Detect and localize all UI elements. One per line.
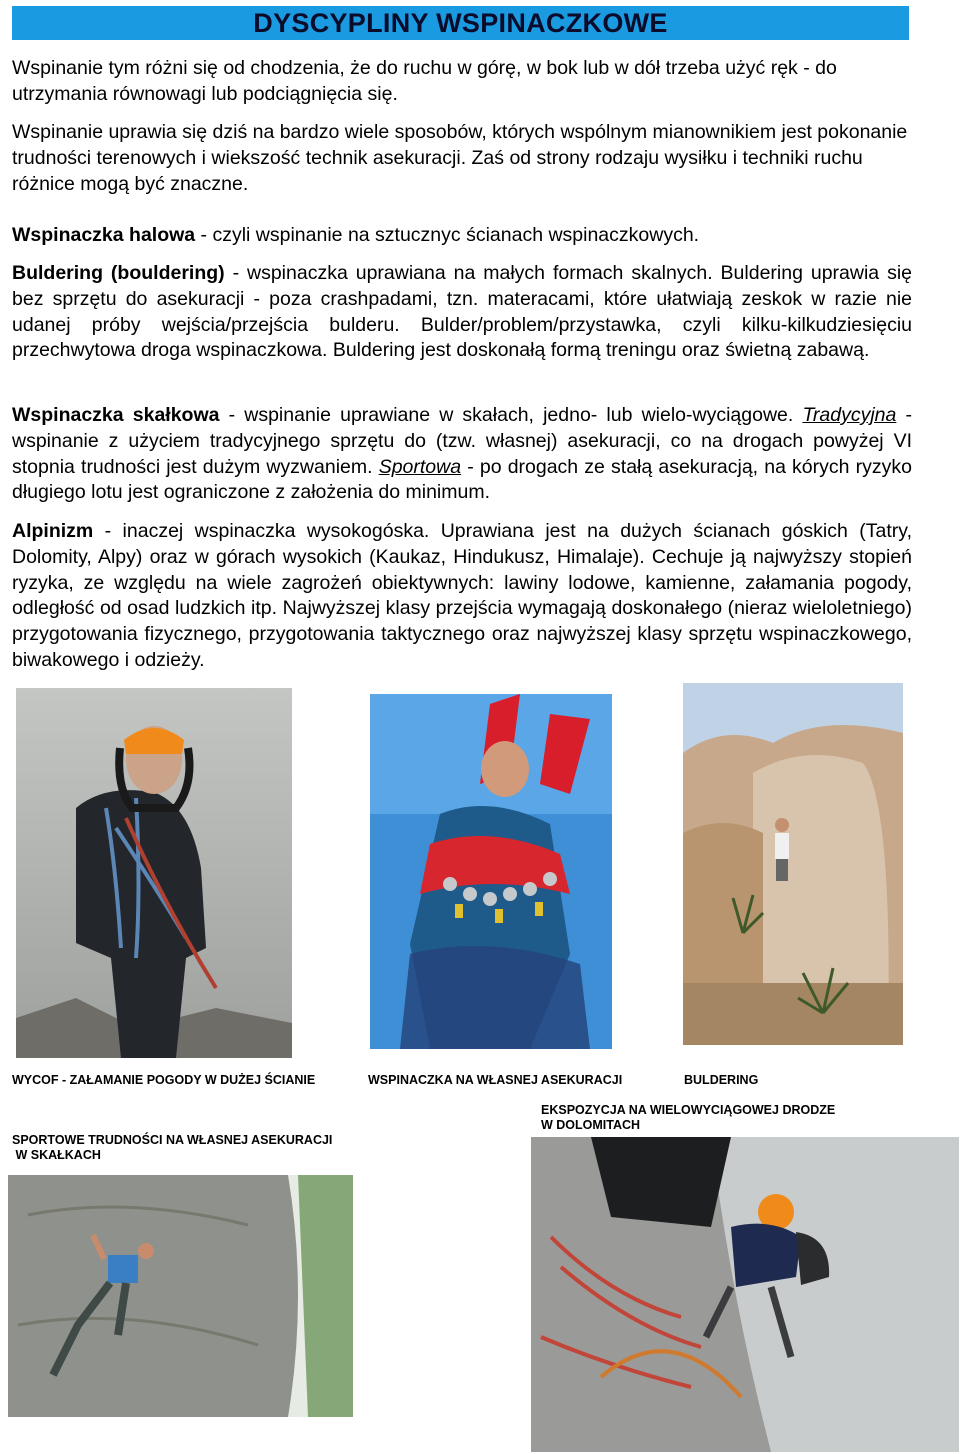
caption-wycof: WYCOF - ZAŁAMANIE POGODY W DUŻEJ ŚCIANIE [12,1073,316,1087]
caption-sportowe: SPORTOWE TRUDNOŚCI NA WŁASNEJ ASEKURACJI W SKAŁKACH [12,1133,333,1162]
photo-sportowe [8,1175,353,1417]
text-alpinizm: - inaczej wspinaczka wysokogóska. Uprawiana jest na dużych ścianach góskich (Tatry, Dolomity, Alpy) oraz w górach wysokich (Kaukaz, Hindukusz, Himalaje). Cechuje ją najwyższy stopień ryzyka, ze względu na wiele zagrożeń obiektywnych: lawiny lodowe, kamienne, załamania pogody, odległość od osad ludzkich itp. Najwyższej klasy przejścia wymagają doskonałego (nieraz wieloletniego) przygotowania fizycznego, przygotowania taktycznego oraz najwyższej klasy sprzętu wspinaczkowego, biwakowego i odzieży. [12,520,912,671]
caption-ekspozycja: EKSPOZYCJA NA WIELOWYCIĄGOWEJ DRODZE W DOLOMITACH [541,1103,836,1132]
section-halowa [12,223,912,249]
term-buldering: Buldering (bouldering) [12,262,225,284]
title-bar [12,6,909,40]
term-alpinizm: Alpinizm [12,520,94,542]
caption-buldering: BULDERING [684,1073,759,1087]
text-halowa: - czyli wspinanie na sztucznyc ścianach wspinaczkowych. [195,224,700,246]
term-skalkowa: Wspinaczka skałkowa [12,404,220,426]
intro-paragraph-1: Wspinanie tym różni się od chodzenia, że do ruchu w górę, w bok lub w dół trzeba użyć ręk - do utrzymania równowagi lub podciągnięcia się. [12,57,837,105]
photo-wlasna-asekuracja [370,694,612,1049]
intro-paragraph-2: Wspinanie uprawia się dziś na bardzo wiele sposobów, których wspólnym mianownikiem jest pokonanie trudności terenowych i wiekszość technik asekuracji. Zaś od strony rodzaju wysiłku i techniki ruchu różnice mogą być znaczne. [12,121,908,195]
section-alpinizm [12,519,912,674]
photo-ekspozycja [531,1137,959,1452]
photo-wycof [16,688,292,1058]
caption-wlasna-asekuracja: WSPINACZKA NA WŁASNEJ ASEKURACJI [368,1073,623,1087]
page-title: DYSCYPLINY WSPINACZKOWE [253,8,668,38]
term-tradycyjna: Tradycyjna [802,404,897,426]
term-halowa: Wspinaczka halowa [12,224,196,246]
section-skalkowa: Wspinaczka skałkowa - wspinanie uprawiane w skałach, jedno- lub wielo-wyciągowe. Tradycyjna - wspinanie z użyciem tradycyjnego sprzętu do (tzw. własnej) asekuracji, co na drogach powyżej VI stopnia trudności jest dużym wyzwaniem. Sportowa - po drogach ze stałą asekuracją, na kórych ryzyko długiego lotu jest ograniczone z założenia do minimum. [12,404,913,504]
section-buldering [12,261,912,364]
photo-buldering [683,683,903,1045]
text-buldering: - wspinaczka uprawiana na małych formach skalnych. Buldering uprawia się bez sprzętu do asekuracji - poza crashpadami, tzn. materacami, które ułatwiają zeskok w razie nie udanej próby wejścia/przejścia bulderu. Bulder/problem/przystawka, czyli kilku-kilkudziesięciu przechwytowa droga wspinaczkowa. Buldering jest doskonałą formą treningu oraz świetną zabawą. [12,262,912,362]
term-sportowa: Sportowa [378,455,462,478]
